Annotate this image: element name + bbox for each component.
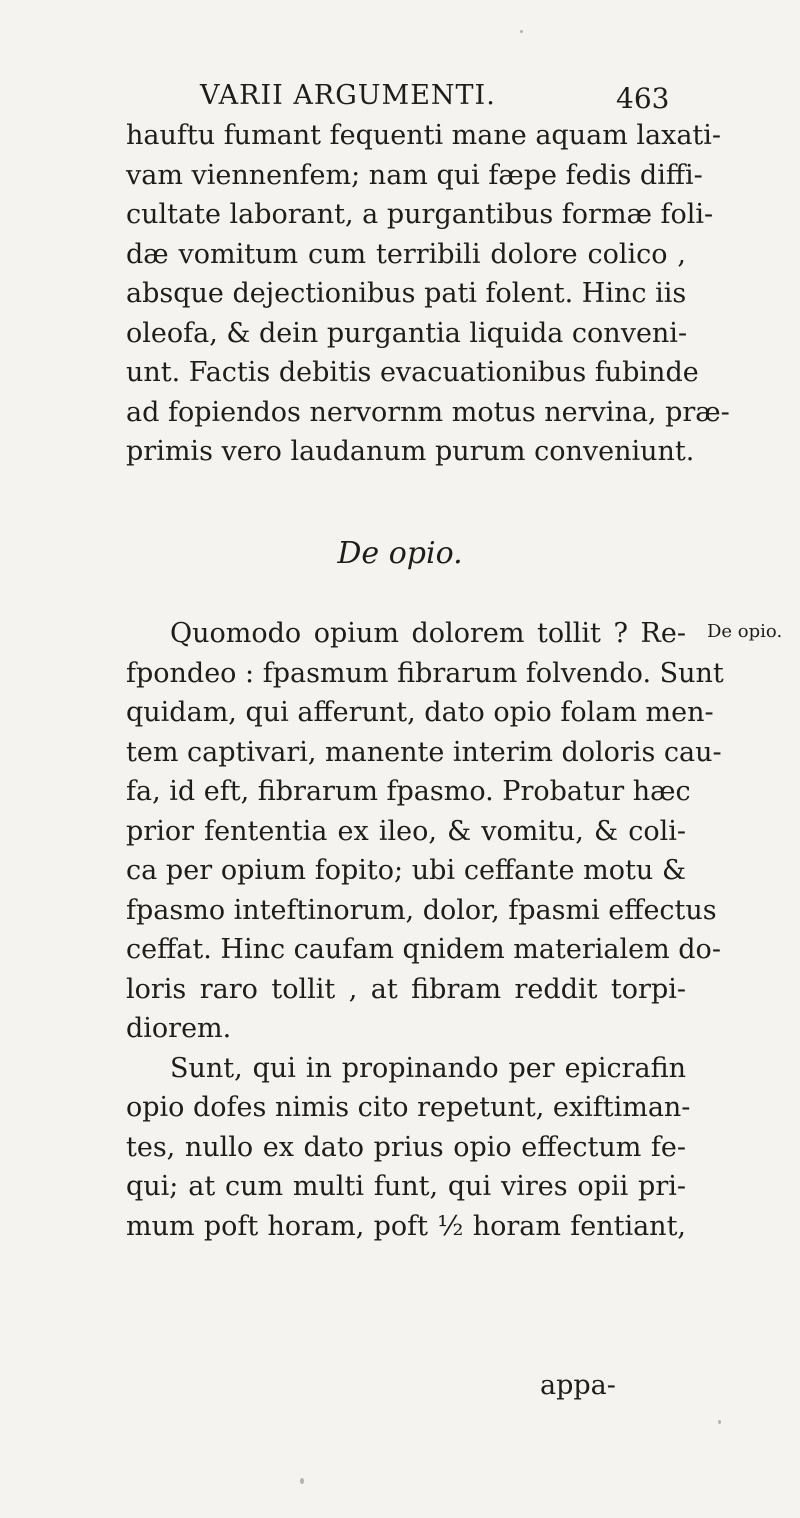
paragraph-2 [126,614,724,1246]
text-line: fpondeo : fpasmum fibrarum folvendo. Sunt [126,657,724,689]
text-line: dæ vomitum cum terribili dolore colico , [126,238,686,270]
marginal-note: De opio. [707,621,783,642]
text-line: quidam, qui afferunt, dato opio folam men- [126,697,714,728]
text-line: cultate laborant, a purgantibus formæ foli- [126,199,714,230]
text-line: tem captivari, manente interim doloris cau- [126,736,722,768]
text-line: vam viennenfem; nam qui fæpe fedis diffi- [126,159,703,191]
text-line: mum poft horam, poft ½ horam fentiant, [126,1210,686,1242]
paper-speck [520,30,523,33]
text-line: primis vero laudanum purum conveniunt. [126,436,695,467]
text-line: absque dejectionibus pati folent. Hinc iis [126,278,687,309]
text-line: unt. Factis debitis evacuationibus fubinde [126,357,699,388]
paper-speck [300,1478,304,1484]
text-line: prior fententia ex ileo, & vomitu, & coli- [126,815,686,847]
text-line: ceffat. Hinc caufam qnidem materialem do- [126,934,721,965]
text-line: qui; at cum multi funt, qui vires opii pri- [126,1171,686,1202]
text-line: hauftu fumant fequenti mane aquam laxati- [126,120,722,151]
text-line: loris raro tollit , at fibram reddit torpi- [126,973,686,1005]
text-line: Sunt, qui in propinando per epicrafin [170,1052,686,1084]
text-line: ad fopiendos nervornm motus nervina, præ- [126,396,730,428]
text-line: ca per opium fopito; ubi ceffante motu & [126,855,686,886]
text-line: oleofa, & dein purgantia liquida conveni- [126,317,688,349]
text-line: opio dofes nimis cito repetunt, exiftiman- [126,1092,691,1123]
text-line: Quomodo opium dolorem tollit ? Re- [170,618,686,649]
text-line: fpasmo inteftinorum, dolor, fpasmi effectus [126,894,717,926]
section-heading: De opio. [337,536,463,571]
text-line: diorem. [126,1013,232,1044]
paragraph-1 [126,116,730,472]
catchword: appa- [540,1370,616,1401]
paper-speck [718,1420,721,1424]
text-line: fa, id eft, fibrarum fpasmo. Probatur hæc [126,776,691,807]
text-line: tes, nullo ex dato prius opio effectum fe- [126,1131,686,1163]
running-title: VARII ARGUMENTI. [200,80,496,111]
page-number: 463 [616,82,670,115]
